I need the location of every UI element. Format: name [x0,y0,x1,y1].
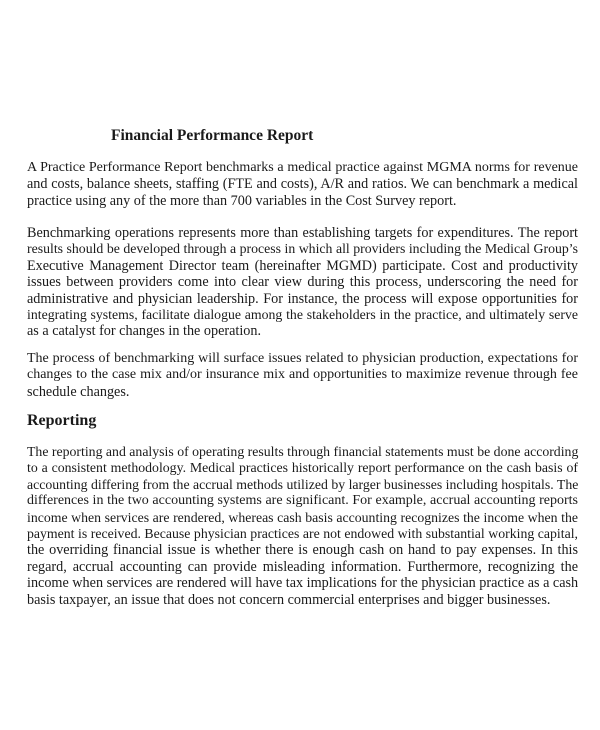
text-line: The reporting and analysis of operating results through financial statements must be done according [27,444,579,459]
text-line: income when services are rendered will have tax implications for the physician practice as a cash [27,575,579,592]
text-line: income when services are rendered, whereas cash basis accounting recognizes the income when the [27,509,578,525]
text-line: payment is received. Because physician practices are not endowed with substantial working capital, [27,525,578,541]
process-paragraph [27,351,578,400]
text-line: A Practice Performance Report benchmarks a medical practice against MGMA norms for revenue [27,160,578,175]
text-line: as a catalyst for changes in the operation. [27,323,262,340]
text-line: the overriding financial issue is whether there is enough cash on hand to pay expenses. In this [27,542,578,559]
benchmarking-paragraph [27,225,578,340]
text-line: The process of benchmarking will surface issues related to physician production, expectations for [27,351,578,366]
text-line: differences in the two accounting systems are significant. For example, accrual accounting reports [27,493,578,509]
text-line: administrative and physician leadership. For instance, the process will expose opportunities for [27,290,578,307]
text-line: regard, accrual accounting can provide misleading information. Furthermore, recognizing the [27,558,578,575]
text-line: schedule changes. [27,383,130,400]
text-line: basis taxpayer, an issue that does not concern commercial enterprises and bigger businesses. [27,591,551,608]
section-heading-reporting: Reporting [27,412,97,429]
text-line: issues between providers come into clear view during this process, underscoring the need for [27,274,578,291]
text-line: changes to the case mix and/or insurance mix and opportunities to maximize revenue through fee [27,367,578,383]
text-line: results should be developed through a process in which all providers including the Medical Group’s [27,241,578,257]
text-line: to a consistent methodology. Medical practices historically report performance on the cash basis of [27,460,578,476]
intro-paragraph [27,160,578,209]
reporting-paragraph [27,444,578,608]
text-line: practice using any of the more than 700 variables in the Cost Survey report. [27,192,457,209]
document-title: Financial Performance Report [111,127,314,144]
text-line: Executive Management Director team (hereinafter MGMD) participate. Cost and productivity [27,257,578,274]
text-line: accounting differing from the accrual methods utilized by larger businesses including hospitals. The [27,476,579,492]
text-line: Benchmarking operations represents more than establishing targets for expenditures. The report [27,225,578,241]
text-line: and costs, balance sheets, staffing (FTE and costs), A/R and ratios. We can benchmark a medical [27,176,578,193]
text-line: integrating systems, facilitate dialogue among the stakeholders in the practice, and ultimately serve [27,306,578,322]
